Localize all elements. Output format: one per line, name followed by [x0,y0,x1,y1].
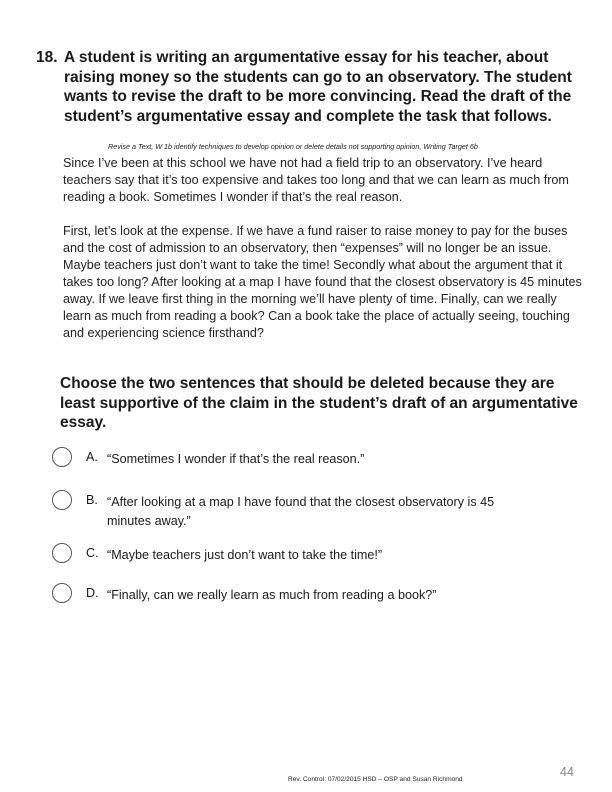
essay-paragraph-2: First, let’s look at the expense. If we have a fund raiser to raise money to pay for the buses and the cost of admission to an observatory, then “expenses” will no longer be an issue. Maybe teachers just don’t want to take the time! Secondly what about the argument that it takes too long? After looking at a map I have found that the closest observatory is 45 minutes away. If we leave first thing in the morning we’ll have plenty of time. Finally, can we really learn as much from reading a book? Can a book take the place of actually seeing, touching and experiencing science firsthand? [63,224,582,340]
option-letter: C. [86,546,99,560]
option-letter: D. [86,586,99,600]
revision-footer: Rev. Control: 07/02/2015 HSD – OSP and Susan Richmond [288,776,463,783]
option-d[interactable] [52,583,572,623]
essay-paragraph-1: Since I’ve been at this school we have not had a field trip to an observatory. I’ve heard teachers say that it’s too expensive and takes too long and that we can learn as much from reading a book. Sometimes I wonder if that’s the real reason. [63,156,569,204]
question-number: 18. [36,49,58,66]
option-c[interactable] [52,543,572,583]
page-number: 44 [560,765,574,779]
option-letter: B. [86,493,98,507]
task-instruction: Choose the two sentences that should be deleted because they are least supportive of the claim in the student’s draft of an argumentative essay. [60,375,578,431]
option-text: “Sometimes I wonder if that’s the real reason.” [107,452,365,466]
radio-button-c[interactable] [52,543,72,563]
radio-button-d[interactable] [52,583,72,603]
radio-button-b[interactable] [52,490,72,510]
option-text: “After looking at a map I have found that the closest observatory is 45 minutes away.” [107,495,495,528]
option-a[interactable] [52,447,572,487]
option-letter: A. [86,450,98,464]
radio-button-a[interactable] [52,447,72,467]
question-prompt: A student is writing an argumentative essay for his teacher, about raising money so the students can go to an observatory. The student wants to revise the draft to be more convincing. Read the draft of the student’s argumentative essay and complete the task that follows. [64,49,572,125]
essay-draft [63,155,583,342]
option-text: “Finally, can we really learn as much from reading a book?” [107,588,437,602]
option-b[interactable] [52,490,572,530]
option-text: “Maybe teachers just don’t want to take the time!” [107,548,383,562]
standard-note: Revise a Text, W 1b identify techniques to develop opinion or delete details not supporting opinion, Writing Target 6b [108,142,478,151]
